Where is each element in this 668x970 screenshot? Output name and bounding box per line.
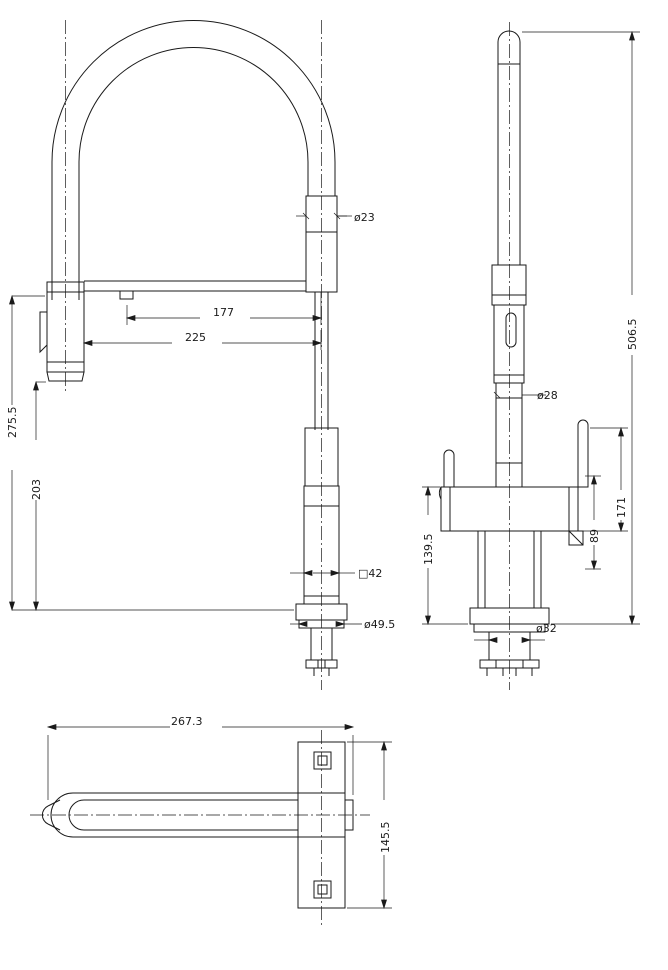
- dim-handle-height: 171: [615, 497, 628, 518]
- dim-overall-width: 145.5: [379, 821, 392, 853]
- dim-lever-height: 89: [588, 529, 601, 543]
- dim-shank-dia: ø32: [536, 622, 557, 635]
- side-view-geometry: [439, 22, 588, 690]
- dim-spread: 139.5: [422, 533, 435, 565]
- front-view-geometry: [40, 20, 347, 690]
- dim-height-lower: 203: [30, 479, 43, 500]
- dim-overall-length: 267.3: [171, 715, 203, 728]
- front-view-dimensions: [10, 213, 363, 627]
- dim-reach-outer: 225: [185, 331, 206, 344]
- top-view-geometry: [30, 730, 370, 925]
- dimension-labels: [6, 211, 639, 853]
- dim-spout-dia: ø23: [354, 211, 375, 224]
- top-view-dimensions: [48, 725, 392, 909]
- dim-neck-dia: ø28: [537, 389, 558, 402]
- side-view-dimensions: [422, 32, 640, 643]
- dim-height-upper: 275.5: [6, 406, 19, 438]
- dim-base-dia: ø49.5: [364, 618, 396, 631]
- dim-reach-inner: 177: [213, 306, 234, 319]
- dim-body-square: □42: [358, 567, 383, 580]
- dim-total-height: 506.5: [626, 318, 639, 350]
